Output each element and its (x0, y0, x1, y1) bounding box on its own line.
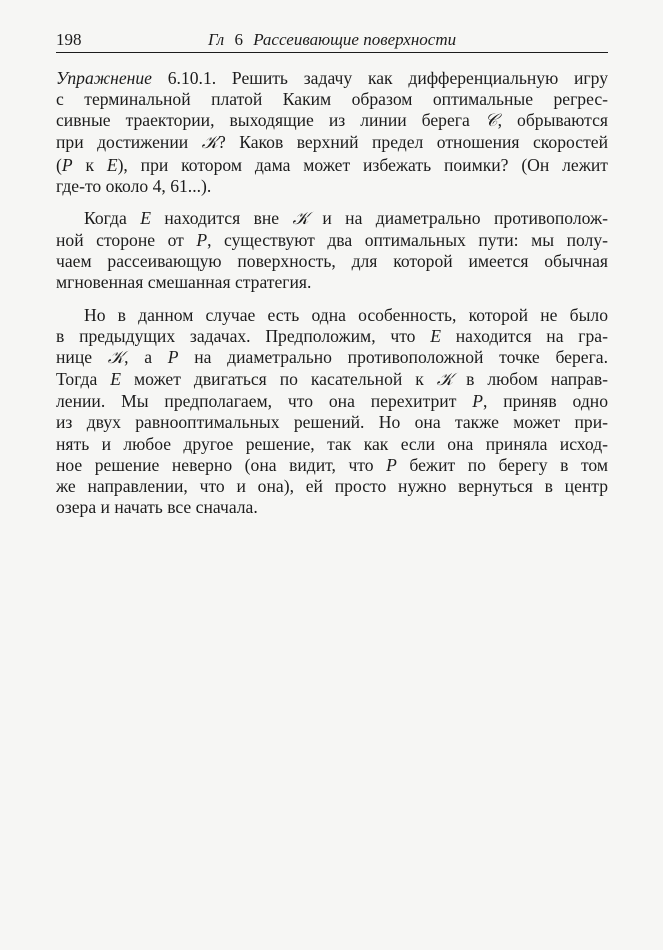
body-text (56, 68, 608, 518)
script-letter: 𝒦 (292, 208, 309, 229)
text-line: в предыдущих задачах. Предположим, что E находится на гра- (56, 325, 608, 346)
text-line: сивные траектории, выходящие из линии берега 𝒞, обрываются (56, 110, 608, 132)
text-line: (P к E), при котором дама может избежать поимки? (Он лежит (56, 154, 608, 175)
text-line: же направлении, что и она), ей просто нужно вернуться в центр (56, 475, 608, 496)
text-line: лении. Мы предполагаем, что она перехитрит P, приняв одно (56, 391, 608, 412)
text-line: мгновенная смешанная стратегия. (56, 272, 312, 293)
script-letter: 𝒞 (484, 111, 498, 132)
text-line: нять и любое другое решение, так как если она приняла исход- (56, 433, 608, 454)
text-line: Когда E находится вне 𝒦 и на диаметрально противополож- (84, 207, 609, 229)
text-line: при достижении 𝒦? Каков верхний предел отношения скоростей (56, 132, 608, 154)
script-letter: 𝒦 (201, 133, 218, 154)
page-number: 198 (56, 30, 82, 49)
script-letter: 𝒦 (107, 347, 125, 368)
text-line: из двух равнооптимальных решений. Но она также может при- (56, 412, 608, 433)
text-line: с терминальной платой Каким образом оптимальные регрес- (56, 89, 608, 110)
text-line: где-то около 4, 61...). (56, 175, 212, 196)
paragraph (56, 68, 608, 197)
text-line: Но в данном случае есть одна особенность, которой не было (84, 304, 608, 325)
text-line: Тогда E может двигаться по касательной к 𝒦 в любом направ- (56, 369, 608, 391)
text-line: ное решение неверно (она видит, что P бежит по берегу в том (56, 454, 609, 475)
chapter-number: 6 (234, 30, 243, 49)
text-line: нице 𝒦, а P на диаметрально противоположной точке берега. (56, 346, 608, 368)
text-line: чаем рассеивающую поверхность, для которой имеется обычная (56, 251, 608, 272)
text-line: ной стороне от P, существуют два оптимальных пути: мы полу- (56, 230, 608, 251)
text-line: Упражнение 6.10.1. Решить задачу как дифференциальную игру (56, 68, 608, 88)
chapter-title: Рассеивающие поверхности (253, 30, 457, 49)
running-title (208, 30, 456, 50)
chapter-label: Гл (208, 30, 225, 49)
paragraph (56, 305, 608, 519)
text-line: озера и начать все сначала. (56, 496, 258, 517)
paragraph (56, 208, 608, 294)
running-header (56, 28, 608, 53)
script-letter: 𝒦 (436, 370, 454, 391)
